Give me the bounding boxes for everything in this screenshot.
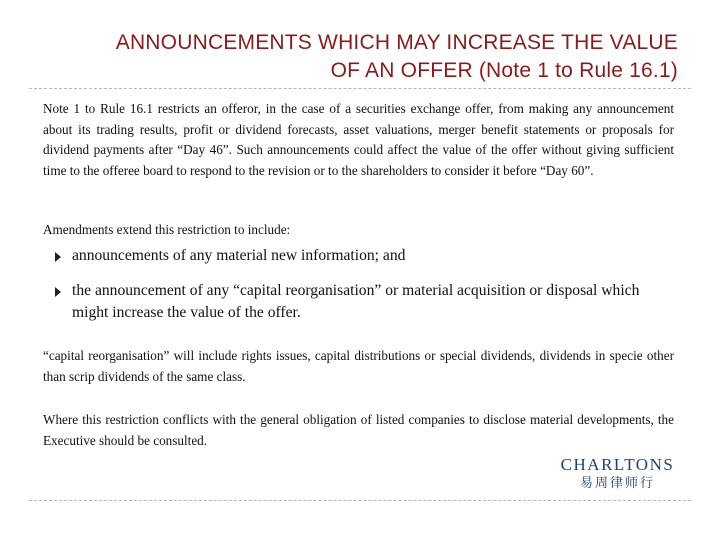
bottom-divider bbox=[29, 500, 691, 501]
top-divider bbox=[29, 88, 691, 89]
logo-name: CHARLTONS bbox=[560, 455, 675, 474]
amendments-paragraph: Amendments extend this restriction to include: bbox=[43, 222, 291, 237]
bullet-text-2: the announcement of any “capital reorganisation” or material acquisition or disposal which might increase the value of the offer. bbox=[72, 282, 640, 321]
arrow-bullet-icon bbox=[55, 252, 61, 262]
bullet-text-1: announcements of any material new information; and bbox=[72, 247, 406, 264]
capital-reorganisation-paragraph: “capital reorganisation” will include rights issues, capital distributions or special dividends, dividends in specie other than scrip dividends of the same class. bbox=[43, 348, 674, 384]
arrow-bullet-icon bbox=[55, 287, 61, 297]
charltons-logo bbox=[555, 455, 680, 493]
slide-title bbox=[38, 29, 678, 85]
logo-chinese-name: 易周律师行 bbox=[579, 476, 655, 491]
intro-paragraph: Note 1 to Rule 16.1 restricts an offeror, in the case of a securities exchange offer, from making any announcement about its trading results, profit or dividend forecasts, asset valuations, merger benefit statements or proposals for dividend payments after “Day 46”. Such announcements could affect the value of the offer without giving sufficient time to the offeree board to respond to the revision or to the shareholders to consider it before “Day 60”. bbox=[43, 101, 674, 178]
conflict-paragraph: Where this restriction conflicts with the general obligation of listed companies to disclose material developments, the Executive should be consulted. bbox=[43, 412, 674, 448]
slide-title-line-2: OF AN OFFER (Note 1 to Rule 16.1) bbox=[330, 59, 678, 82]
slide-title-line-1: ANNOUNCEMENTS WHICH MAY INCREASE THE VALUE bbox=[115, 31, 678, 54]
